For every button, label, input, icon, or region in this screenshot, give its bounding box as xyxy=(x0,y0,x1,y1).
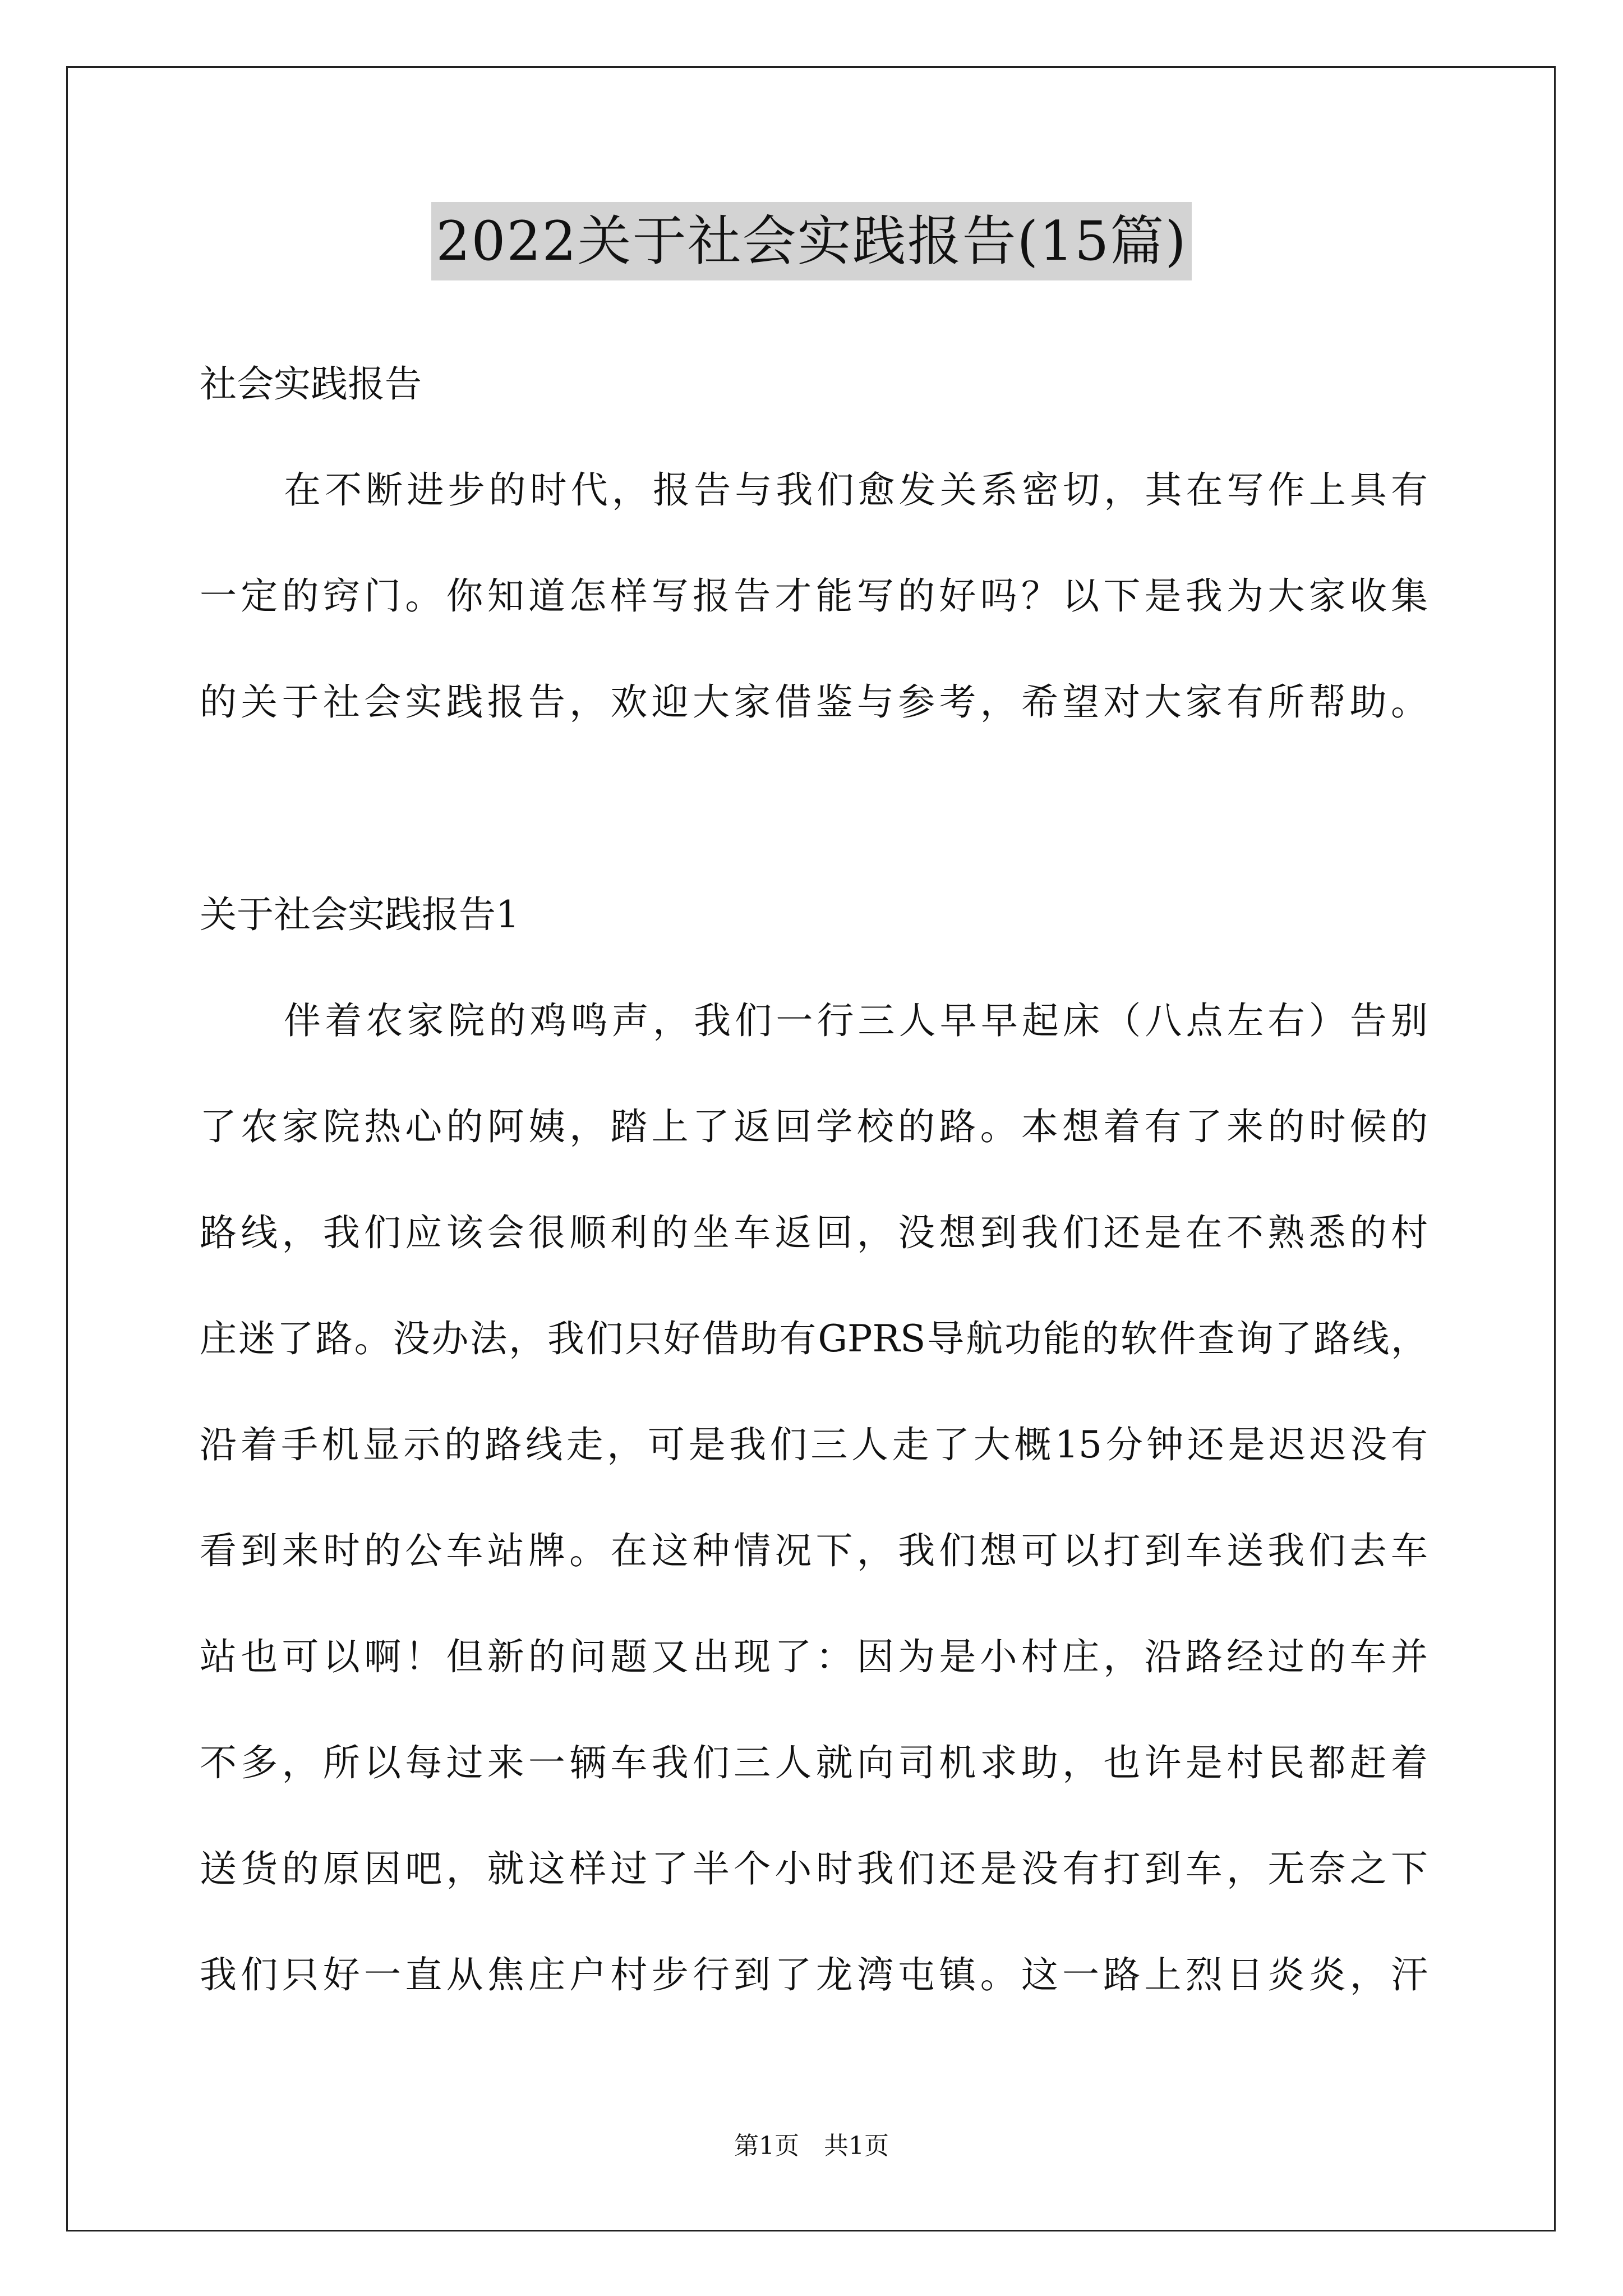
body-line: 了农家院热心的阿姨，踏上了返回学校的路。本想着有了来的时候的 xyxy=(200,1105,1428,1148)
intro-line: 的关于社会实践报告，欢迎大家借鉴与参考，希望对大家有所帮助。 xyxy=(200,680,1428,724)
document-body xyxy=(200,331,1428,2028)
body-line: 看到来时的公车站牌。在这种情况下，我们想可以打到车送我们去车 xyxy=(200,1529,1428,1572)
body-line: 沿着手机显示的路线走，可是我们三人走了大概15分钟还是迟迟没有 xyxy=(200,1423,1428,1466)
intro-line: 一定的窍门。你知道怎样写报告才能写的好吗？以下是我为大家收集 xyxy=(200,574,1428,618)
subheading: 关于社会实践报告1 xyxy=(200,893,519,936)
title-container xyxy=(0,202,1623,280)
body-line: 站也可以啊！但新的问题又出现了：因为是小村庄，沿路经过的车并 xyxy=(200,1635,1428,1678)
body-line: 送货的原因吧，就这样过了半个小时我们还是没有打到车，无奈之下 xyxy=(200,1847,1428,1890)
paragraph-spacer xyxy=(200,755,1428,862)
intro-line: 在不断进步的时代，报告与我们愈发关系密切，其在写作上具有 xyxy=(284,468,1428,512)
body-line: 我们只好一直从焦庄户村步行到了龙湾屯镇。这一路上烈日炎炎，汗 xyxy=(200,1953,1428,1996)
body-line: 不多，所以每过来一辆车我们三人就向司机求助，也许是村民都赶着 xyxy=(200,1741,1428,1784)
document-title: 2022关于社会实践报告(15篇) xyxy=(431,202,1191,280)
page-footer: 第1页 共1页 xyxy=(734,2132,889,2160)
section-heading: 社会实践报告 xyxy=(200,362,422,406)
body-line: 庄迷了路。没办法，我们只好借助有GPRS导航功能的软件查询了路线， xyxy=(200,1317,1428,1360)
body-line: 伴着农家院的鸡鸣声，我们一行三人早早起床（八点左右）告别 xyxy=(284,999,1428,1042)
body-line: 路线，我们应该会很顺利的坐车返回，没想到我们还是在不熟悉的村 xyxy=(200,1211,1428,1254)
